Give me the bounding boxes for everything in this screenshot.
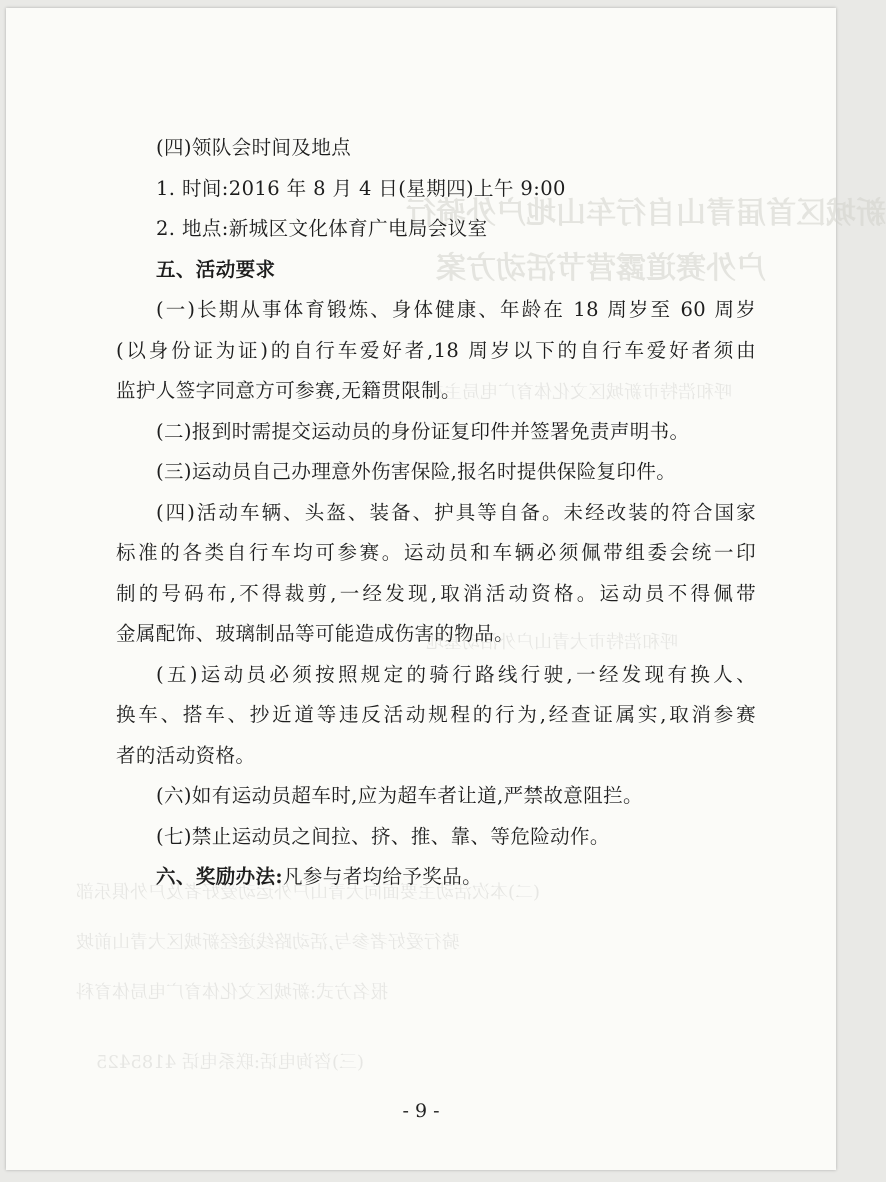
document-body bbox=[116, 128, 756, 898]
requirement-6: (六)如有运动员超车时,应为超车者让道,严禁故意阻拦。 bbox=[156, 784, 643, 807]
requirement-1-line-3: 监护人签字同意方可参赛,无籍贯限制。 bbox=[116, 379, 461, 402]
show-through-text-3: (二)本次活动主要面向大青山户外运动爱好者及户外俱乐部 bbox=[76, 882, 541, 903]
requirement-4-line-1: (四)活动车辆、头盔、装备、护具等自备。未经改装的符合国家 bbox=[156, 500, 756, 524]
document-page bbox=[6, 8, 886, 1170]
section-six-heading: 六、奖励办法: bbox=[156, 865, 283, 888]
show-through-title: 新城区首届青山自行车山地户外骑行 bbox=[406, 196, 886, 231]
page-number: - 9 - bbox=[402, 1100, 440, 1122]
section-six bbox=[116, 857, 756, 898]
requirement-7: (七)禁止运动员之间拉、挤、推、靠、等危险动作。 bbox=[156, 824, 610, 848]
requirement-5-line-2: 换车、搭车、抄近道等违反活动规程的行为,经查证属实,取消参赛 bbox=[116, 703, 756, 726]
requirement-3: (三)运动员自己办理意外伤害保险,报名时提供保险复印件。 bbox=[156, 460, 677, 483]
show-through-text-1: 呼和浩特市新城区文化体育广电局主办 bbox=[426, 382, 732, 403]
requirement-2: (二)报到时需提交运动员的身份证复印件并签署免责声明书。 bbox=[156, 419, 690, 443]
show-through-text-6: (三)咨询电话:联系电话 4185425 bbox=[96, 1052, 364, 1073]
section-4-heading: (四)领队会时间及地点 bbox=[156, 136, 352, 159]
section-five-heading: 五、活动要求 bbox=[156, 257, 276, 281]
requirement-5-line-3: 者的活动资格。 bbox=[116, 743, 256, 767]
requirement-4-line-4: 金属配饰、玻璃制品等可能造成伤害的物品。 bbox=[116, 622, 515, 645]
show-through-text-2: 呼和浩特市大青山户外活动基地 bbox=[426, 632, 678, 653]
meeting-location: 2. 地点:新城区文化体育广电局会议室 bbox=[156, 217, 488, 240]
section-six-text: 凡参与者均给予奖品。 bbox=[283, 865, 483, 888]
show-through-text-4: 骑行爱好者参与,活动路线途经新城区大青山前坡 bbox=[76, 932, 460, 953]
requirement-4-line-3: 制的号码布,不得裁剪,一经发现,取消活动资格。运动员不得佩带 bbox=[116, 581, 756, 605]
requirement-1-line-2: (以身份证为证)的自行车爱好者,18 周岁以下的自行车爱好者须由 bbox=[116, 338, 756, 362]
meeting-time: 1. 时间:2016 年 8 月 4 日(星期四)上午 9:00 bbox=[156, 176, 566, 200]
requirement-5-line-1: (五)运动员必须按照规定的骑行路线行驶,一经发现有换人、 bbox=[156, 662, 756, 686]
requirement-4-line-2: 标准的各类自行车均可参赛。运动员和车辆必须佩带组委会统一印 bbox=[116, 541, 756, 564]
show-through-text-5: 报名方式:新城区文化体育广电局体育科 bbox=[76, 982, 389, 1003]
show-through-subtitle: 户外赛道露营节活动方案 bbox=[436, 251, 766, 286]
requirement-1-line-1: (一)长期从事体育锻炼、身体健康、年龄在 18 周岁至 60 周岁 bbox=[156, 298, 756, 321]
